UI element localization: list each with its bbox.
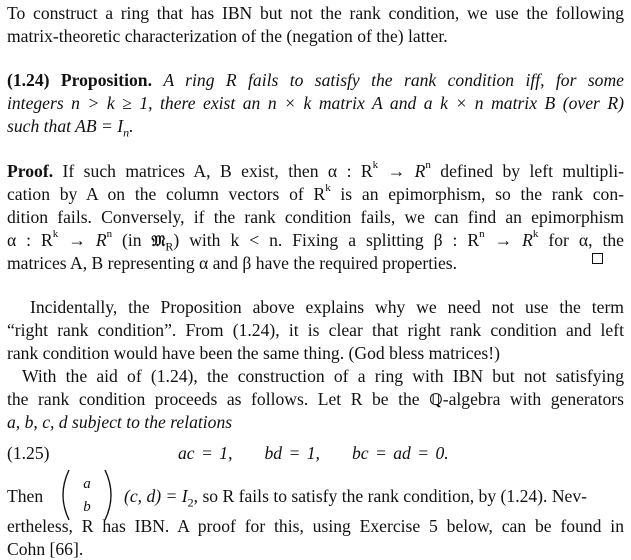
- equation-relations: [178, 442, 449, 464]
- equation-number: (1.25): [7, 443, 50, 463]
- remark-text-5a: the rank condition proceeds as follows. Let R be the: [7, 389, 420, 409]
- left-paren: [63, 470, 69, 520]
- superscript-n: n: [106, 228, 113, 241]
- conclusion-equation: (c, d) = I: [124, 486, 188, 506]
- relation-3: bc = ad = 0.: [351, 443, 449, 463]
- qed-square-icon: [592, 253, 603, 264]
- superscript-n: n: [479, 228, 485, 241]
- remark-line-6: a, b, c, d subject to the relations: [7, 412, 233, 432]
- identity-subscript: n: [123, 125, 130, 140]
- proof-text-2a: [7, 184, 331, 204]
- proof-line-3: dition fails. Conversely, if the rank condition fails, we can find an epimorphism: [7, 207, 624, 227]
- superscript-n: n: [425, 159, 431, 172]
- proposition-text-3: such that AB = I: [7, 116, 124, 136]
- remark-line-2: “right rank condition”. From (1.24), it is clear that right rank condition and left: [7, 320, 624, 340]
- remark-text-5b: [429, 389, 624, 409]
- right-paren: [105, 470, 111, 520]
- proposition-label: (1.24) Proposition.: [7, 70, 152, 90]
- conclusion-line-1: [124, 485, 624, 510]
- proof-fragment: If such matrices A, B exist, then α : R: [62, 161, 373, 181]
- remark-line-4: With the aid of (1.24), the construction of a ring with IBN but not satisfying: [22, 366, 624, 386]
- proof-text-1a: If such matrices A, B exist, then α : $R^k \to R^n$: [62, 159, 431, 181]
- arrow-symbol: →: [68, 230, 86, 250]
- superscript-k: k: [325, 182, 331, 195]
- intro-line-1: To construct a ring that has IBN but not the rank condition, we use the following: [7, 3, 624, 23]
- proposition-line-1: [7, 69, 624, 91]
- relation-1: ac = 1,: [178, 443, 233, 463]
- relation-2: bd = 1,: [264, 443, 320, 463]
- proposition-line-2: integers n > k ≥ 1, there exist an n × k matrix A and a k × n matrix B (over R): [7, 93, 624, 113]
- remark-line-5: [7, 388, 624, 411]
- vector-entry-b: b: [83, 499, 91, 515]
- proof-label: Proof.: [7, 161, 54, 181]
- proof-fragment: cation by A on the column vectors of R: [7, 184, 326, 204]
- conclusion-then: Then: [7, 486, 44, 506]
- proof-line-1: [7, 160, 624, 182]
- proof-line-2: [7, 183, 624, 205]
- proposition-period: .: [129, 116, 134, 136]
- fraktur-symbol: 𝔐: [151, 232, 166, 250]
- proof-fragment: ) with k < n. Fixing a splitting β : R: [173, 230, 480, 250]
- fraktur-subscript: R: [165, 239, 174, 254]
- superscript-k: k: [532, 228, 539, 241]
- rationals-symbol: ℚ: [429, 390, 443, 409]
- conclusion-text-1: , so R fails to satisfy the rank condition, by (1.24). Nev-: [193, 486, 588, 506]
- proposition-text-1: A ring R fails to satisfy the rank condition iff, for some: [163, 70, 624, 90]
- proof-fragment: α : R: [7, 230, 53, 250]
- proof-line-5: matrices A, B representing α and β have the required properties.: [7, 253, 458, 273]
- proof-text-4d: for α, the: [548, 230, 624, 250]
- proposition-line-3: [7, 115, 624, 140]
- proof-text-2b: is an epimorphism, so the rank con-: [340, 184, 625, 204]
- proof-line-4: [7, 229, 624, 252]
- proof-text-4a: α : $R^k \to R^n$: [7, 228, 113, 250]
- proof-text-4b: (in 𝔐$_R$) with k < n. Fixing a splitting β : $R^n \to R^k$: [122, 228, 539, 254]
- intro-line-2: matrix-theoretic characterization of the (negation of the) latter.: [7, 26, 448, 46]
- arrow-symbol: →: [494, 230, 513, 250]
- conclusion-line-3: Cohn [66].: [7, 539, 84, 559]
- remark-fragment: -algebra with generators: [442, 389, 624, 409]
- arrow-symbol: →: [387, 161, 406, 181]
- identity-subscript-2: 2: [187, 495, 194, 510]
- conclusion-line-2: ertheless, R has IBN. A proof for this, using Exercise 5 below, can be found in: [7, 516, 624, 536]
- superscript-k: k: [52, 228, 59, 241]
- superscript-k: k: [372, 159, 379, 172]
- proof-text-1b: defined by left multipli-: [440, 161, 624, 181]
- vector-entry-a: a: [83, 476, 91, 492]
- proof-fragment: (in: [122, 230, 142, 250]
- remark-line-3: rank condition would have been the same thing. (God bless matrices!): [7, 343, 500, 363]
- remark-line-1: Incidentally, the Proposition above explains why we need not use the term: [30, 297, 624, 317]
